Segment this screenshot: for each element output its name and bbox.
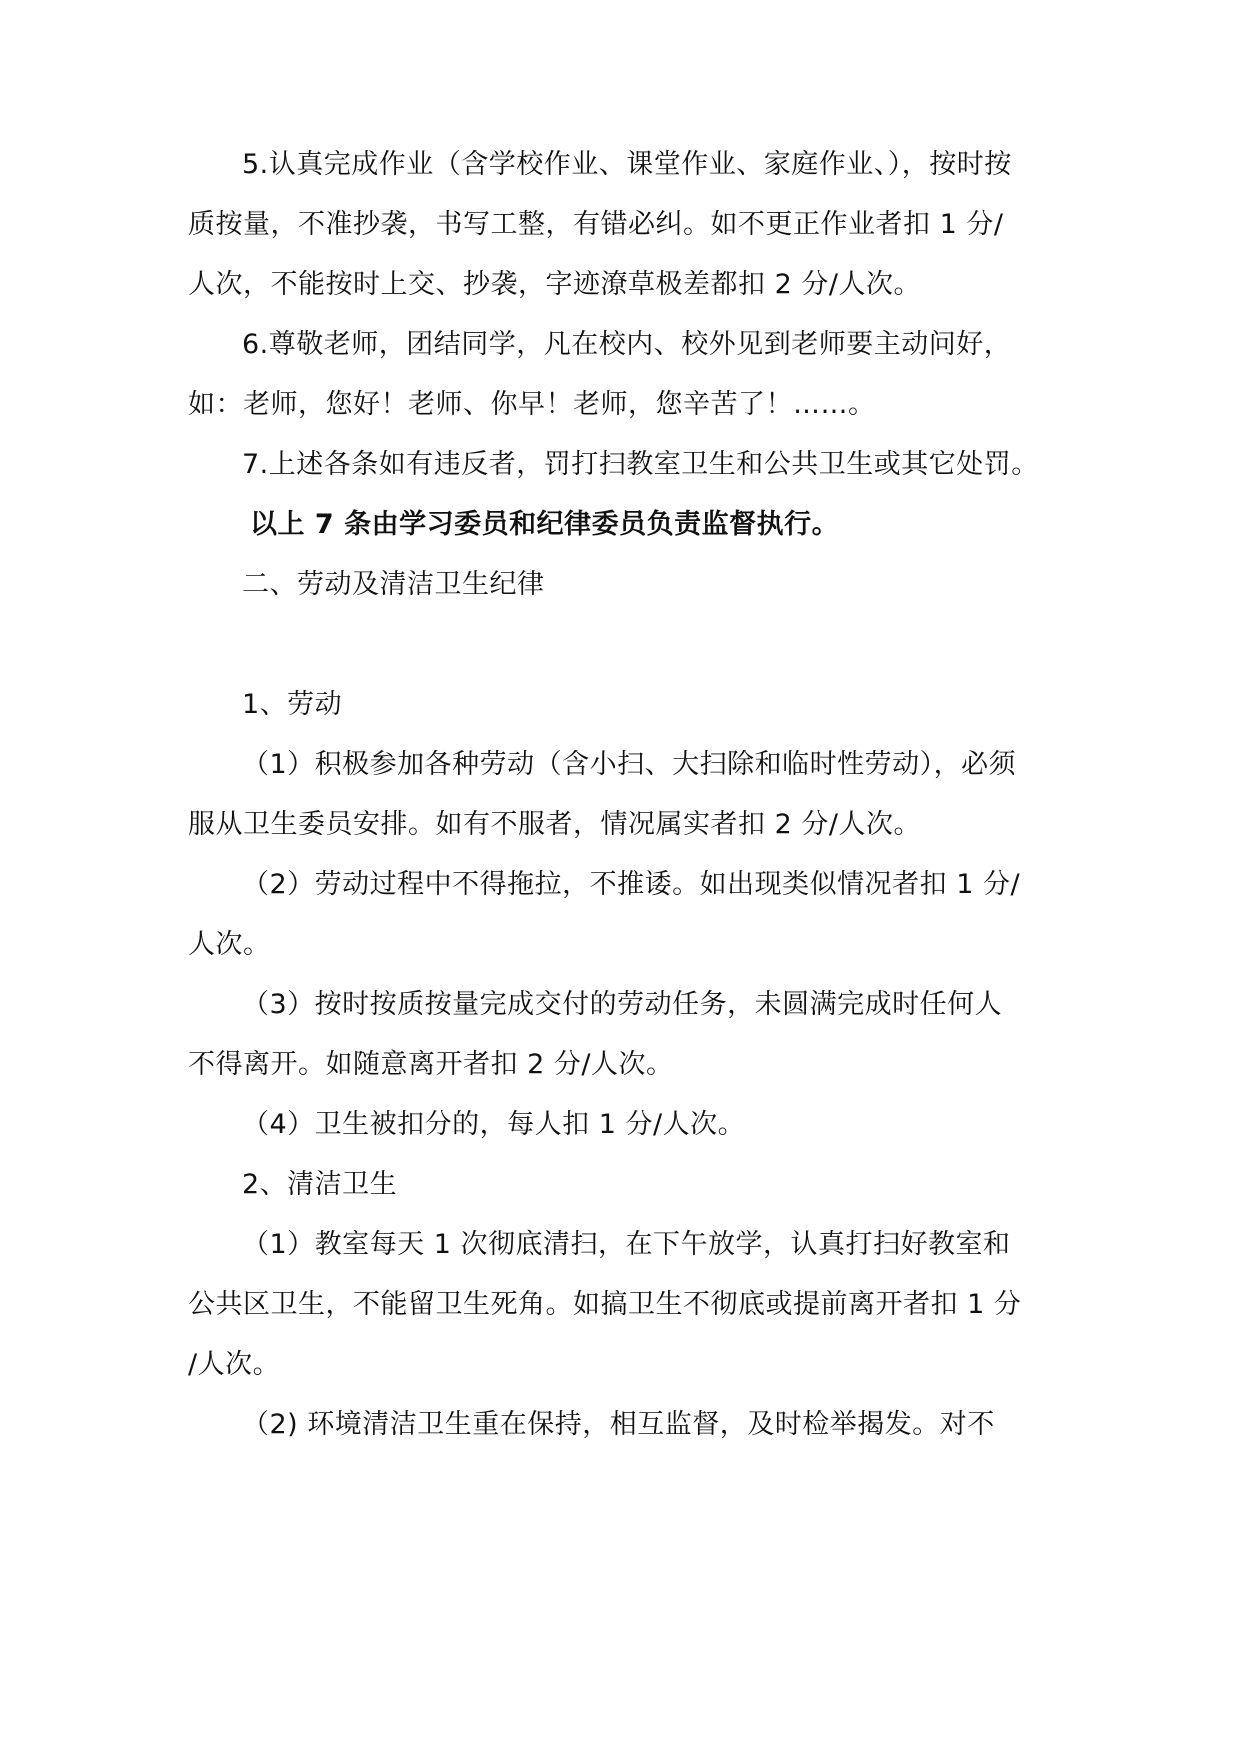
text-line: /人次。 [188,1349,281,1380]
text-line: 质按量，不准抄袭，书写工整，有错必纠。如不更正作业者扣 1 分/ [188,209,1004,240]
summary-statement: 以上 7 条由学习委员和纪律委员负责监督执行。 [250,509,840,540]
text-line: （1）教室每天 1 次彻底清扫，在下午放学，认真打扫好教室和 [242,1229,1011,1260]
text-line: 不得离开。如随意离开者扣 2 分/人次。 [188,1049,674,1080]
text-line: 6.尊敬老师，团结同学，凡在校内、校外见到老师要主动问好， [242,329,1012,360]
subsection-heading: 2、清洁卫生 [242,1169,398,1200]
text-line: 人次。 [188,929,271,960]
text-line: （2）劳动过程中不得拖拉，不推诿。如出现类似情况者扣 1 分/ [242,869,1021,900]
text-line: 人次，不能按时上交、抄袭，字迹潦草极差都扣 2 分/人次。 [188,269,921,300]
text-line: 公共区卫生，不能留卫生死角。如搞卫生不彻底或提前离开者扣 1 分 [188,1289,1022,1320]
text-line: （4）卫生被扣分的，每人扣 1 分/人次。 [242,1109,746,1140]
text-line: （3）按时按质按量完成交付的劳动任务，未圆满完成时任何人 [242,989,1003,1020]
section-heading: 二、劳动及清洁卫生纪律 [242,569,545,600]
text-line: 7.上述各条如有违反者，罚打扫教室卫生和公共卫生或其它处罚。 [242,449,1039,480]
text-line: 服从卫生委员安排。如有不服者，情况属实者扣 2 分/人次。 [188,809,921,840]
text-line: 5.认真完成作业（含学校作业、课堂作业、家庭作业、），按时按 [242,149,1012,180]
subsection-heading: 1、劳动 [242,689,343,720]
text-line: （2) 环境清洁卫生重在保持，相互监督，及时检举揭发。对不 [242,1409,995,1440]
text-line: （1）积极参加各种劳动（含小扫、大扫除和临时性劳动），必须 [242,749,1017,780]
text-line: 如：老师，您好！老师、你早！老师，您辛苦了！……。 [188,389,876,420]
